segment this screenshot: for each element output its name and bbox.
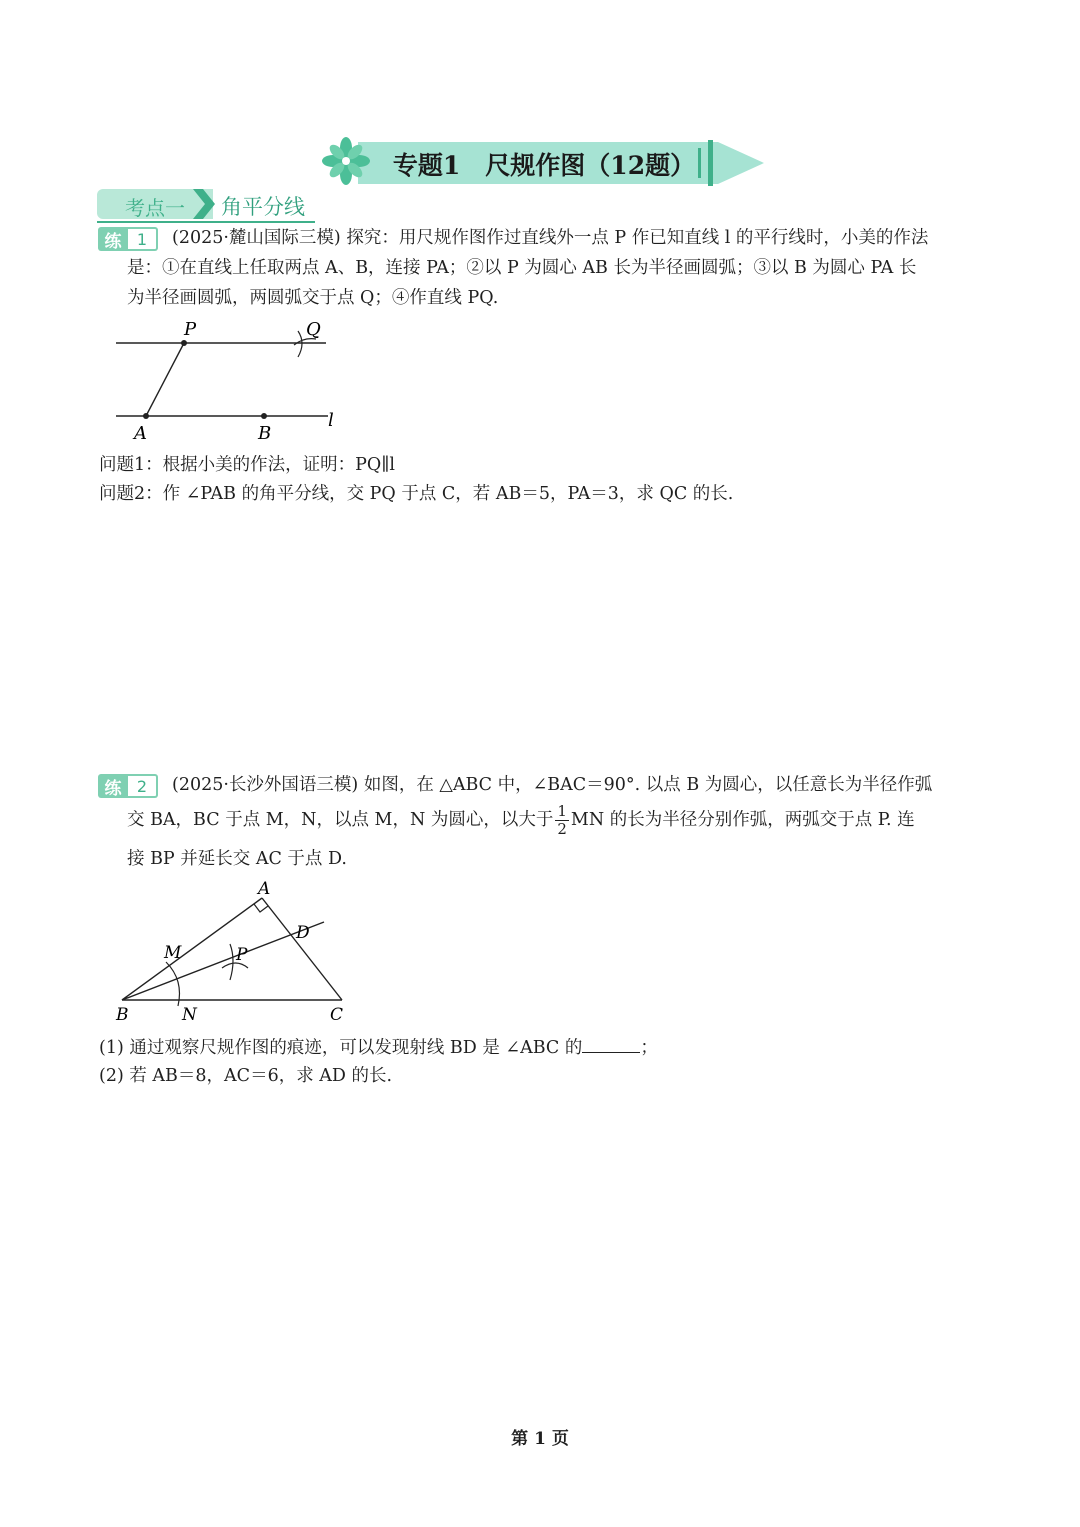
label-c: C bbox=[330, 1005, 344, 1025]
badge-number: 1 bbox=[128, 227, 158, 251]
problem1-question-2: 问题2：作 ∠PAB 的角平分线，交 PQ 于点 C，若 AB＝5，PA＝3，求 QC 的长. bbox=[99, 484, 734, 504]
arc-from-m bbox=[230, 944, 233, 980]
problem2-line-2-end: MN 的长为半径分别作弧，两弧交于点 P. 连 bbox=[570, 809, 915, 830]
label-b: B bbox=[116, 1005, 129, 1025]
label-a: A bbox=[258, 879, 271, 899]
angle-bisector-figure bbox=[110, 876, 370, 1026]
point-b bbox=[261, 413, 267, 419]
point-a bbox=[143, 413, 149, 419]
parallel-construction-figure bbox=[110, 315, 350, 450]
page-number: 第 1 页 bbox=[511, 1429, 569, 1449]
title-banner bbox=[318, 134, 764, 192]
point-p bbox=[181, 340, 187, 346]
label-a: A bbox=[134, 423, 147, 444]
label-q: Q bbox=[306, 319, 321, 340]
problem1-line-3: 为半径画圆弧，两圆弧交于点 Q；④作直线 PQ. bbox=[127, 288, 499, 308]
fraction-denominator: 2 bbox=[557, 820, 567, 838]
section-name: 角平分线 bbox=[221, 195, 305, 219]
segment-pa bbox=[146, 343, 184, 416]
part1-end: ； bbox=[640, 1038, 658, 1058]
label-m: M bbox=[164, 943, 182, 963]
badge-number: 2 bbox=[128, 774, 158, 798]
badge-lian: 练 bbox=[98, 227, 128, 251]
answer-blank[interactable] bbox=[582, 1038, 640, 1053]
ray-bd bbox=[122, 922, 324, 1000]
problem2-line-2-start: 交 BA，BC 于点 M，N，以点 M，N 为圆心，以大于 bbox=[127, 809, 554, 830]
label-n: N bbox=[182, 1005, 197, 1025]
section-key-label: 考点一 bbox=[125, 196, 185, 220]
problem2-part-1 bbox=[99, 1038, 658, 1058]
problem2-part-2: (2) 若 AB＝8，AC＝6，求 AD 的长. bbox=[99, 1066, 393, 1086]
problem1-question-1: 问题1：根据小美的作法，证明：PQ∥l bbox=[99, 455, 395, 475]
label-p: P bbox=[184, 319, 197, 340]
practice-badge-2 bbox=[98, 774, 158, 798]
right-angle-mark bbox=[254, 904, 268, 912]
problem1-line-1: (2025·麓山国际三模) 探究：用尺规作图作过直线外一点 P 作已知直线 l 的平行线时，小美的作法 bbox=[172, 228, 929, 248]
problem2-line-2 bbox=[127, 804, 915, 837]
practice-badge-1 bbox=[98, 227, 158, 251]
problem1-line-2: 是：①在直线上任取两点 A、B，连接 PA；②以 P 为圆心 AB 长为半径画圆弧；③以 B 为圆心 PA 长 bbox=[127, 258, 917, 278]
fraction-half bbox=[555, 804, 569, 837]
label-l: l bbox=[328, 410, 334, 431]
section-tag bbox=[97, 186, 317, 226]
label-d: D bbox=[296, 923, 310, 943]
badge-lian: 练 bbox=[98, 774, 128, 798]
label-p: P bbox=[236, 945, 248, 965]
side-ac bbox=[262, 898, 342, 1000]
label-b: B bbox=[258, 423, 272, 444]
problem2-line-3: 接 BP 并延长交 AC 于点 D. bbox=[127, 849, 347, 869]
page-title: 专题1 尺规作图（12题） bbox=[392, 151, 696, 180]
arc-from-p bbox=[298, 331, 302, 357]
fraction-numerator: 1 bbox=[557, 802, 567, 820]
part1-text: (1) 通过观察尺规作图的痕迹，可以发现射线 BD 是 ∠ABC 的 bbox=[99, 1038, 583, 1058]
problem2-line-1: (2025·长沙外国语三模) 如图，在 △ABC 中，∠BAC＝90°. 以点 B 为圆心，以任意长为半径作弧 bbox=[172, 775, 933, 795]
